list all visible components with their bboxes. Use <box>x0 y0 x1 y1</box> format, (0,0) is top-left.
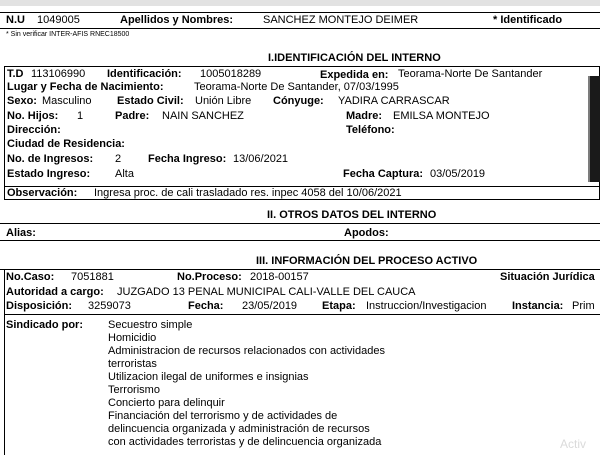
madre-label: Madre: <box>346 110 383 122</box>
padre-value: NAIN SANCHEZ <box>162 110 244 122</box>
civil-value: Unión Libre <box>195 95 252 107</box>
situacion-label: Situación Jurídica <box>500 271 595 283</box>
proceso-value: 2018-00157 <box>250 271 309 283</box>
captura-label: Fecha Captura: <box>343 168 424 180</box>
etapa-label: Etapa: <box>322 300 356 312</box>
instancia-label: Instancia: <box>512 300 564 312</box>
crime-item: Utilizacion ilegal de uniformes e insignias <box>108 371 309 383</box>
telefono-label: Teléfono: <box>346 124 395 136</box>
ident-label: Identificación: <box>107 68 182 80</box>
crimes-list <box>108 319 385 449</box>
nombres-value: SANCHEZ MONTEJO DEIMER <box>263 14 419 26</box>
td-label: T.D <box>7 68 24 80</box>
crime-item: delincuencia organizada y administración de recursos <box>108 423 370 435</box>
autoridad-value: JUZGADO 13 PENAL MUNICIPAL CALI-VALLE DEL CAUCA <box>117 286 416 298</box>
fecha-ingreso-label: Fecha Ingreso: <box>148 153 227 165</box>
top-rule <box>0 12 600 13</box>
crime-item: Concierto para delinquir <box>108 397 225 409</box>
crime-item: Homicidio <box>108 332 157 344</box>
crime-item: Terrorismo <box>108 384 160 396</box>
identificado-flag: * Identificado <box>493 14 563 26</box>
proceso-label: No.Proceso: <box>177 271 242 283</box>
disposicion-value: 3259073 <box>88 300 131 312</box>
td-value: 113106990 <box>31 68 86 80</box>
ingresos-label: No. de Ingresos: <box>7 153 94 165</box>
section2-rule-bottom <box>0 240 600 241</box>
crime-item: terroristas <box>108 358 157 370</box>
estado-label: Estado Ingreso: <box>7 168 91 180</box>
autoridad-label: Autoridad a cargo: <box>6 286 104 298</box>
ident-value: 1005018289 <box>200 68 262 80</box>
hijos-value: 1 <box>77 110 84 122</box>
hijos-label: No. Hijos: <box>7 110 59 122</box>
direccion-label: Dirección: <box>7 124 61 136</box>
conyuge-label: Cónyuge: <box>273 95 324 107</box>
section1-title: I.IDENTIFICACIÓN DEL INTERNO <box>268 52 441 64</box>
conyuge-value: YADIRA CARRASCAR <box>338 95 450 107</box>
ciudad-label: Ciudad de Residencia: <box>7 138 125 150</box>
section2-title: II. OTROS DATOS DEL INTERNO <box>267 209 437 221</box>
sexo-label: Sexo: <box>7 95 37 107</box>
inmate-photo <box>589 76 600 182</box>
alias-label: Alias: <box>6 227 36 239</box>
caso-value: 7051881 <box>71 271 114 283</box>
verify-note: * Sin verificar INTER-AFIS RNEC18500 <box>6 31 130 38</box>
etapa-value: Instruccion/Investigacion <box>366 300 487 312</box>
ingresos-value: 2 <box>115 153 122 165</box>
section3-rule-top <box>0 269 600 270</box>
fecha-label: Fecha: <box>188 300 224 312</box>
crime-item: Administracion de recursos relacionados con actividades <box>108 345 385 357</box>
top-gray-bar <box>0 0 600 6</box>
expedida-value: Teorama-Norte De Santander <box>398 68 543 80</box>
fecha-ingreso-value: 13/06/2021 <box>233 153 289 165</box>
sexo-value: Masculino <box>42 95 92 107</box>
instancia-value: Prim <box>572 300 595 312</box>
crime-item: Financiación del terrorismo y de actividades de <box>108 410 338 422</box>
nombres-label: Apellidos y Nombres: <box>120 14 234 26</box>
estado-value: Alta <box>115 168 134 180</box>
obs-value: Ingresa proc. de cali trasladado res. inpec 4058 del 10/06/2021 <box>94 187 402 199</box>
header-rule <box>0 28 600 29</box>
fecha-value: 23/05/2019 <box>242 300 298 312</box>
crime-item: con actividades terroristas y de delincuencia organizada <box>108 436 382 448</box>
captura-value: 03/05/2019 <box>430 168 486 180</box>
nu-value: 1049005 <box>37 14 80 26</box>
inmate-photo-edge <box>588 76 590 182</box>
nu-label: N.U <box>6 14 25 26</box>
section2-rule-top <box>0 223 600 224</box>
caso-label: No.Caso: <box>6 271 55 283</box>
civil-label: Estado Civil: <box>117 95 184 107</box>
obs-label: Observación: <box>7 187 78 199</box>
activation-watermark: Activ <box>560 437 587 451</box>
section3-left-border <box>4 269 5 455</box>
padre-label: Padre: <box>115 110 150 122</box>
lugar-value: Teorama-Norte De Santander, 07/03/1995 <box>194 81 399 93</box>
crime-item: Secuestro simple <box>108 319 193 331</box>
section3-rule-mid <box>4 314 600 315</box>
lugar-label: Lugar y Fecha de Nacimiento: <box>7 81 164 93</box>
disposicion-label: Disposición: <box>6 300 73 312</box>
sindicado-label: Sindicado por: <box>6 319 83 331</box>
expedida-label: Expedida en: <box>320 69 389 81</box>
section3-title: III. INFORMACIÓN DEL PROCESO ACTIVO <box>256 255 478 267</box>
apodos-label: Apodos: <box>344 227 389 239</box>
madre-value: EMILSA MONTEJO <box>393 110 490 122</box>
